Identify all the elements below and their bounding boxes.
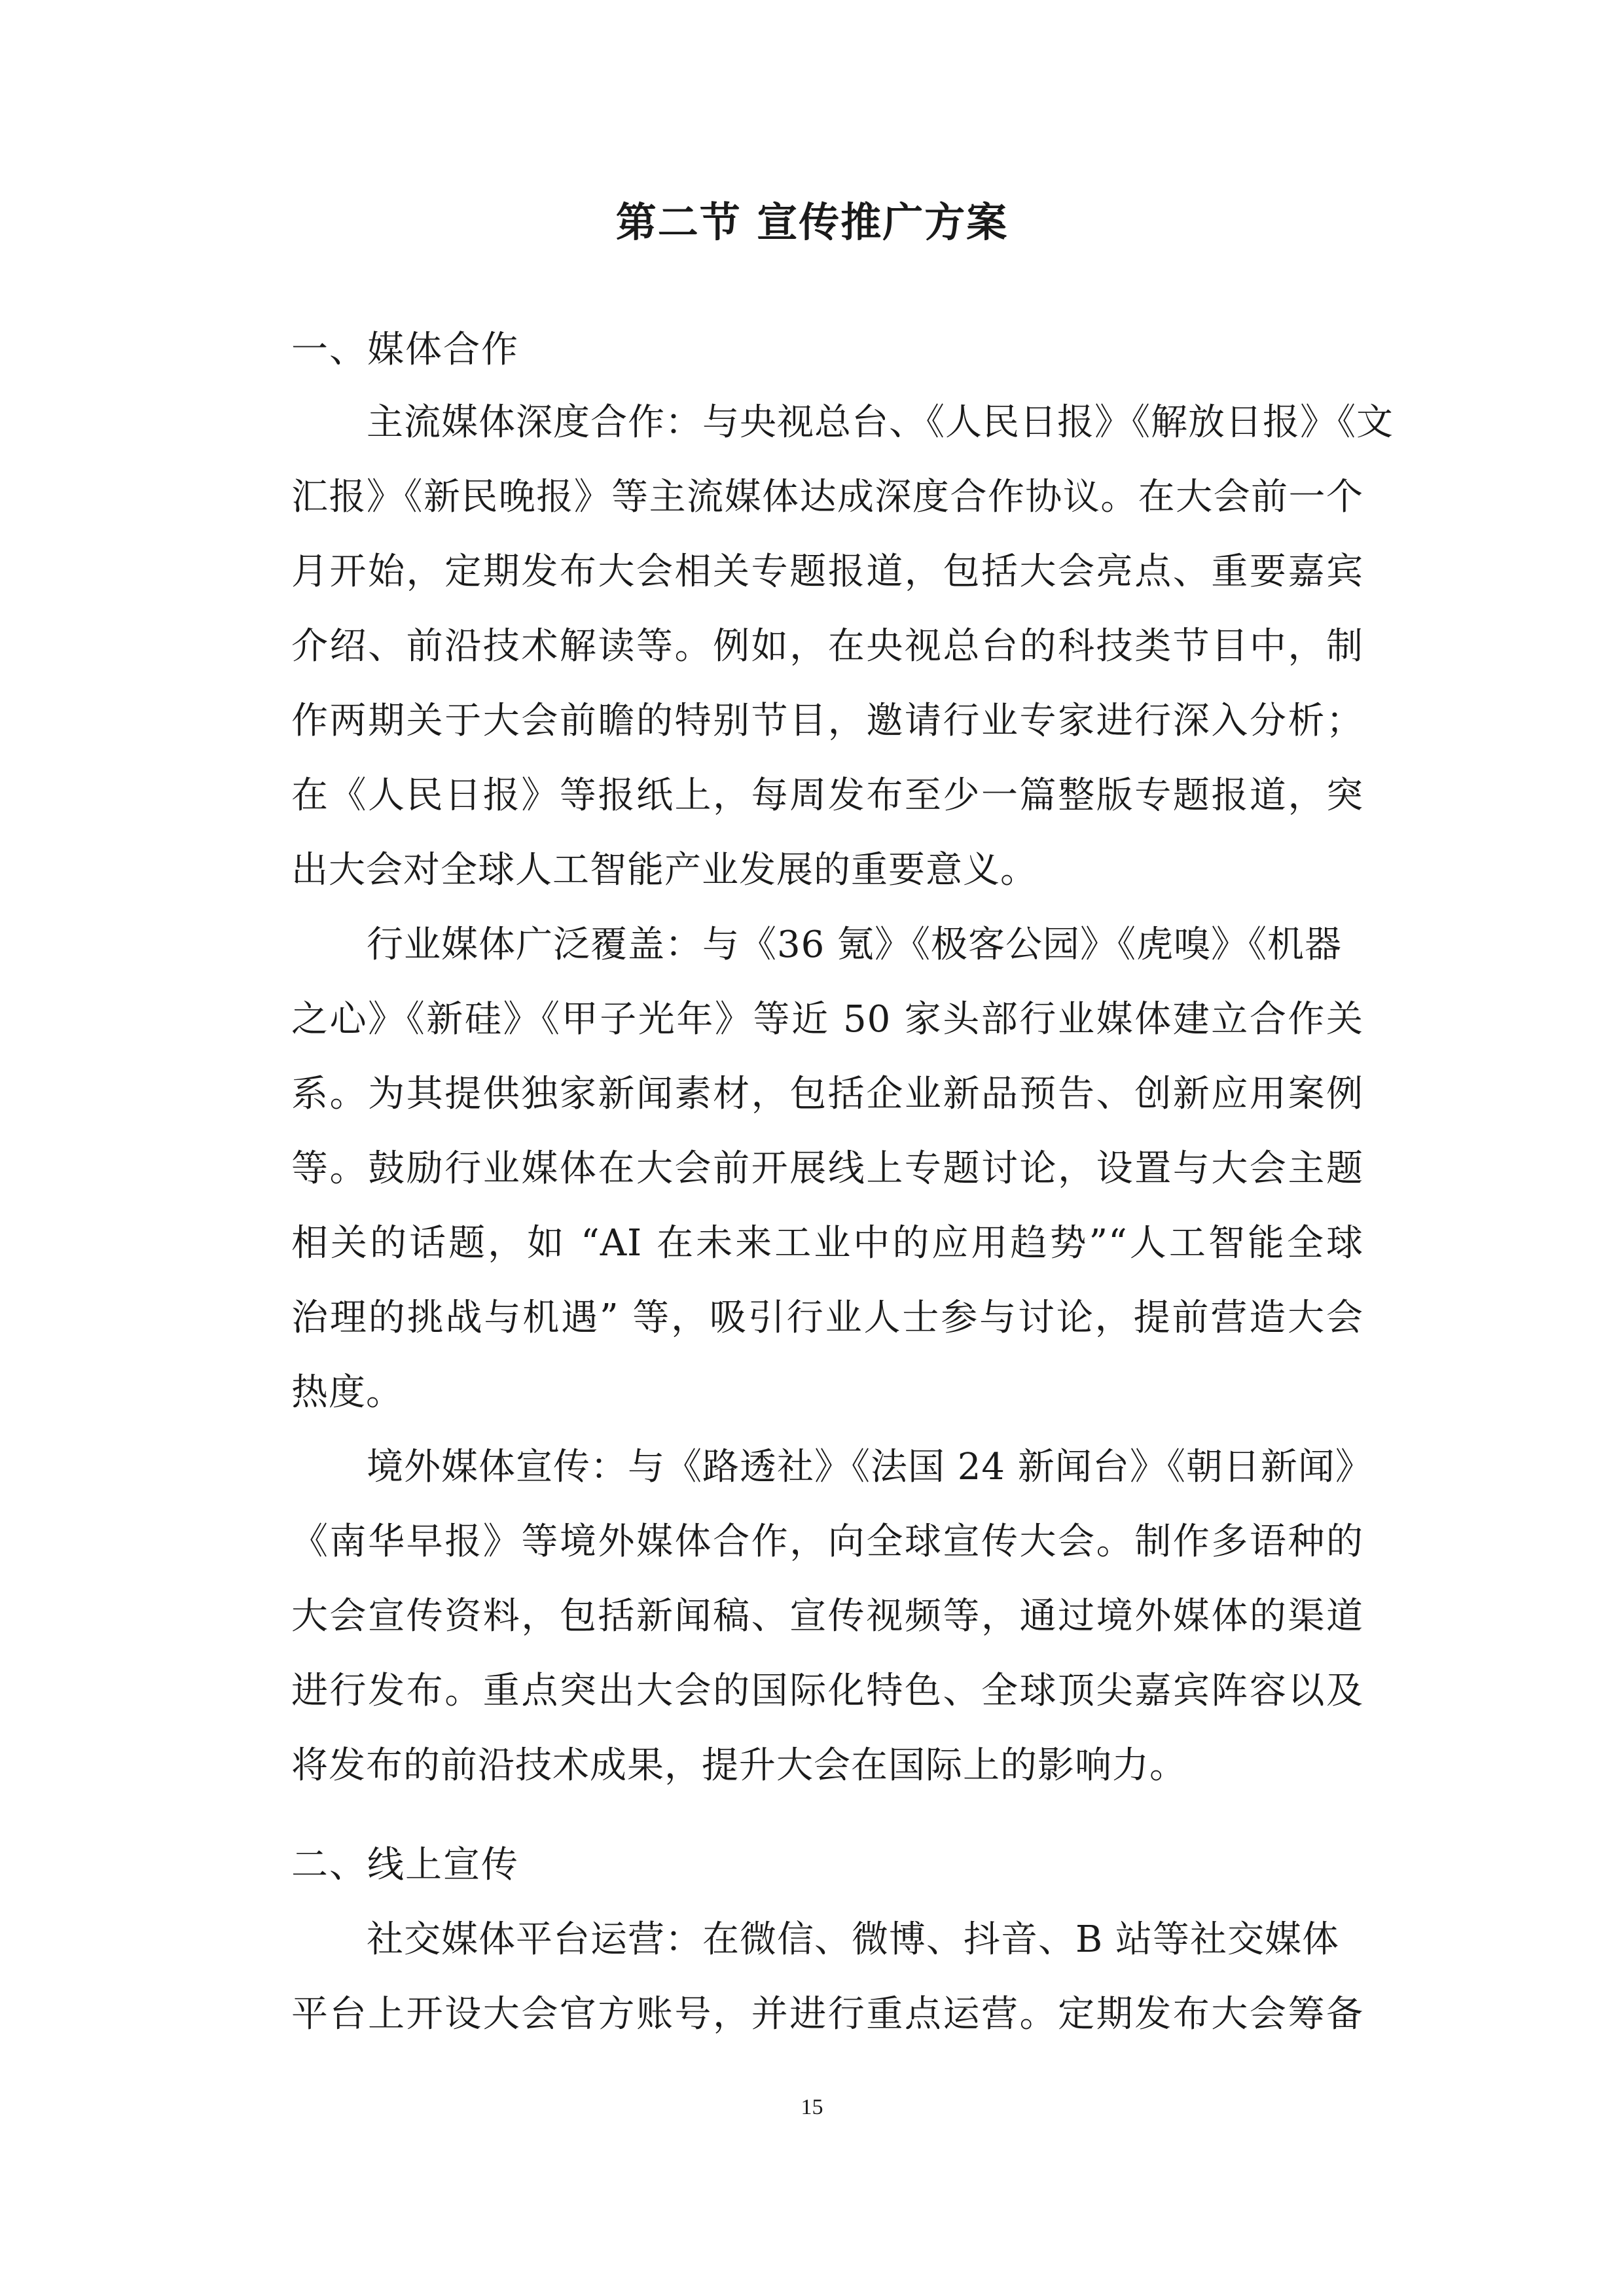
paragraph-line: 将发布的前沿技术成果，提升大会在国际上的影响力。 [291, 1744, 1187, 1787]
paragraph-line: 月开始，定期发布大会相关专题报道，包括大会亮点、重要嘉宾 [291, 550, 1363, 593]
paragraph-line: 社交媒体平台运营：在微信、微博、抖音、B 站等社交媒体 [367, 1918, 1339, 1961]
paragraph-line: 介绍、前沿技术解读等。例如，在央视总台的科技类节目中，制 [291, 625, 1363, 668]
paragraph-line: 在《人民日报》等报纸上，每周发布至少一篇整版专题报道，突 [291, 774, 1363, 817]
paragraph-line: 热度。 [291, 1371, 403, 1414]
section-heading-media-cooperation: 一、媒体合作 [291, 329, 519, 371]
paragraph-line: 平台上开设大会官方账号，并进行重点运营。定期发布大会筹备 [291, 1993, 1363, 2036]
section-title: 第二节 宣传推广方案 [615, 198, 1009, 246]
page-number: 15 [801, 2095, 823, 2119]
paragraph-line: 汇报》《新民晚报》等主流媒体达成深度合作协议。在大会前一个 [291, 476, 1363, 518]
paragraph-line: 《南华早报》等境外媒体合作，向全球宣传大会。制作多语种的 [291, 1520, 1363, 1563]
paragraph-line: 进行发布。重点突出大会的国际化特色、全球顶尖嘉宾阵容以及 [291, 1670, 1363, 1712]
paragraph-line: 行业媒体广泛覆盖：与《36 氪》《极客公园》《虎嗅》《机器 [367, 924, 1343, 966]
section-heading-online-promotion: 二、线上宣传 [291, 1844, 519, 1886]
paragraph-line: 大会宣传资料，包括新闻稿、宣传视频等，通过境外媒体的渠道 [291, 1595, 1363, 1638]
paragraph-line: 出大会对全球人工智能产业发展的重要意义。 [291, 849, 1038, 891]
paragraph-line: 境外媒体宣传：与《路透社》《法国 24 新闻台》《朝日新闻》 [367, 1446, 1373, 1488]
paragraph-line: 等。鼓励行业媒体在大会前开展线上专题讨论，设置与大会主题 [291, 1147, 1363, 1190]
paragraph-line: 作两期关于大会前瞻的特别节目，邀请行业专家进行深入分析； [291, 700, 1363, 742]
paragraph-line: 相关的话题，如 “AI 在未来工业中的应用趋势”“人工智能全球 [291, 1222, 1363, 1265]
paragraph-line: 治理的挑战与机遇” 等，吸引行业人士参与讨论，提前营造大会 [291, 1297, 1363, 1339]
paragraph-line: 主流媒体深度合作：与央视总台、《人民日报》《解放日报》《文 [367, 401, 1394, 444]
paragraph-line: 系。为其提供独家新闻素材，包括企业新品预告、创新应用案例 [291, 1073, 1363, 1115]
paragraph-line: 之心》《新硅》《甲子光年》等近 50 家头部行业媒体建立合作关 [291, 998, 1363, 1041]
